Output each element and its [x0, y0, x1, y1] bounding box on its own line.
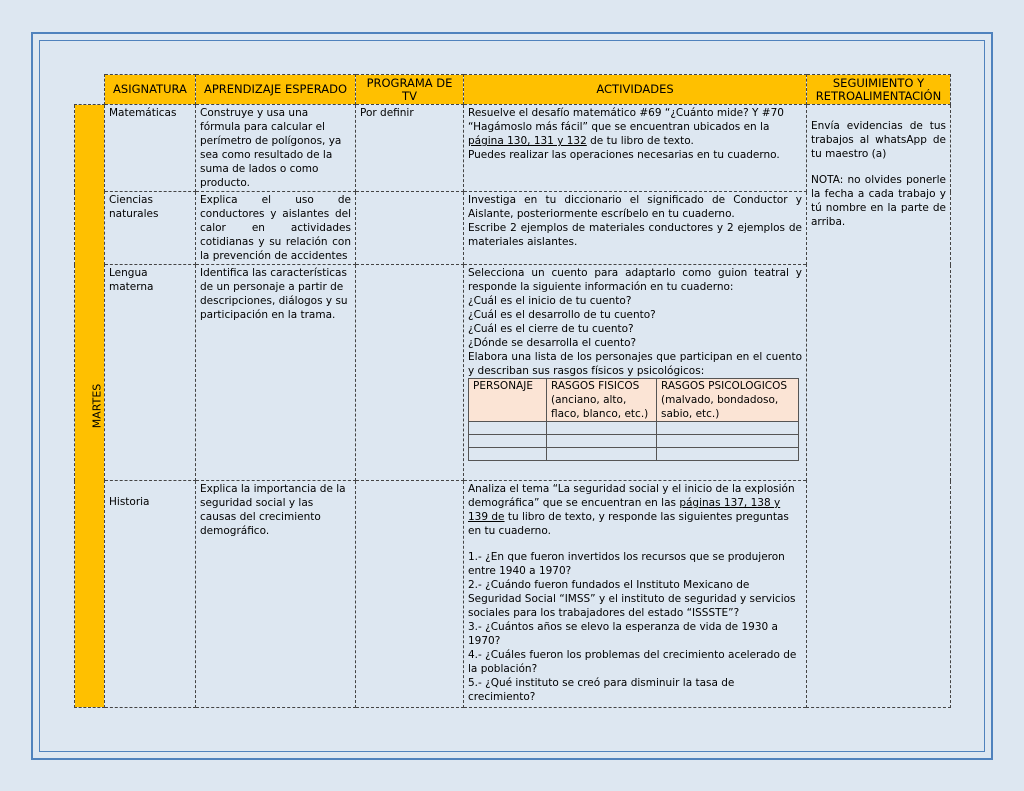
program-matematicas: Por definir	[356, 105, 464, 192]
program-historia	[356, 481, 464, 708]
question: ¿Cuál es el cierre de tu cuento?	[468, 323, 634, 335]
header-row	[75, 75, 951, 105]
followup-cell	[807, 105, 951, 708]
header-asignatura: ASIGNATURA	[105, 75, 196, 105]
traits-empty-row	[469, 435, 799, 448]
learning-lengua: Identifica las características de un personaje a partir de descripciones, diálogos y su participación en la trama.	[196, 265, 356, 481]
learning-matematicas: Construye y usa una fórmula para calcular el perímetro de polígonos, ya sea como resultado de la suma de lados o como producto.	[196, 105, 356, 192]
header-aprendizaje: APRENDIZAJE ESPERADO	[196, 75, 356, 105]
activities-ciencias	[464, 192, 807, 265]
row-matematicas	[75, 105, 951, 192]
act-text: Selecciona un cuento para adaptarlo como guion teatral y responde la siguiente información en tu cuaderno:	[468, 267, 802, 293]
subject-lengua: Lengua materna	[105, 265, 196, 481]
act-pages: página 130, 131 y 132	[468, 135, 587, 147]
activities-historia	[464, 481, 807, 708]
activities-matematicas	[464, 105, 807, 192]
act-text: Resuelve el desafío matemático #69 “¿Cuánto mide? Y #70 “Hagámoslo más fácil” que se encuentran ubicados en la	[468, 107, 784, 133]
question: 2.- ¿Cuándo fueron fundados el Instituto Mexicano de Seguridad Social “IMSS” y el instituto de seguridad y servicios sociales para los trabajadores del estado “ISSSTE”?	[468, 579, 796, 619]
subject-ciencias: Ciencias naturales	[105, 192, 196, 265]
traits-header-row	[469, 379, 799, 422]
subject-matematicas: Matemáticas	[105, 105, 196, 192]
followup-evidence: Envía evidencias de tus trabajos al whatsApp de tu maestro (a)	[811, 120, 946, 160]
learning-historia: Explica la importancia de la seguridad social y las causas del crecimiento demográfico.	[196, 481, 356, 708]
question: 3.- ¿Cuántos años se elevo la esperanza de vida de 1930 a 1970?	[468, 621, 778, 647]
day-cell	[75, 105, 105, 708]
program-lengua	[356, 265, 464, 481]
act-text: Elabora una lista de los personajes que participan en el cuento y describan sus rasgos físicos y psicológicos:	[468, 351, 802, 377]
header-actividades: ACTIVIDADES	[464, 75, 807, 105]
schedule-table	[74, 74, 951, 708]
learning-ciencias: Explica el uso de conductores y aislantes del calor en actividades cotidianas y su relación con la prevención de accidentes	[196, 192, 356, 265]
traits-header-personaje: PERSONAJE	[469, 379, 547, 422]
question: 5.- ¿Qué instituto se creó para disminuir la tasa de crecimiento?	[468, 677, 735, 703]
header-blank-cell	[75, 75, 105, 105]
subject-historia: Historia	[105, 481, 196, 708]
traits-empty-row	[469, 422, 799, 435]
question: ¿Cuál es el inicio de tu cuento?	[468, 295, 632, 307]
header-seguimiento: SEGUIMIENTO Y RETROALIMENTACIÓN	[807, 75, 951, 105]
question: ¿Dónde se desarrolla el cuento?	[468, 337, 637, 349]
act-pages: páginas 137, 138 y 139 de	[468, 497, 781, 523]
question: 4.- ¿Cuáles fueron los problemas del crecimiento acelerado de la población?	[468, 649, 797, 675]
question: ¿Cuál es el desarrollo de tu cuento?	[468, 309, 656, 321]
act-text: Escribe 2 ejemplos de materiales conductores y 2 ejemplos de materiales aislantes.	[468, 222, 802, 248]
traits-header-fisicos: RASGOS FISICOS (anciano, alto, flaco, blanco, etc.)	[547, 379, 657, 422]
question: 1.- ¿En que fueron invertidos los recursos que se produjeron entre 1940 a 1970?	[468, 551, 785, 577]
act-text: de tu libro de texto.	[586, 135, 694, 147]
act-text: Puedes realizar las operaciones necesarias en tu cuaderno.	[468, 149, 780, 161]
act-text: Investiga en tu diccionario el significado de Conductor y Aislante, posteriormente escríbelo en tu cuaderno.	[468, 194, 802, 220]
traits-empty-row	[469, 448, 799, 461]
followup-note: NOTA: no olvides ponerle la fecha a cada trabajo y tú nombre en la parte de arriba.	[811, 174, 946, 228]
program-ciencias	[356, 192, 464, 265]
act-text: Analiza el tema “La seguridad social y el inicio de la explosión demográfica” que se encuentran en las	[468, 483, 795, 509]
act-text: tu libro de texto, y responde las siguientes preguntas en tu cuaderno.	[468, 511, 789, 537]
activities-lengua	[464, 265, 807, 481]
traits-header-psicologicos: RASGOS PSICOLOGICOS (malvado, bondadoso, sabio, etc.)	[657, 379, 799, 422]
header-programa: PROGRAMA DE TV	[356, 75, 464, 105]
traits-table	[468, 378, 799, 461]
day-label: MARTES	[90, 383, 104, 429]
